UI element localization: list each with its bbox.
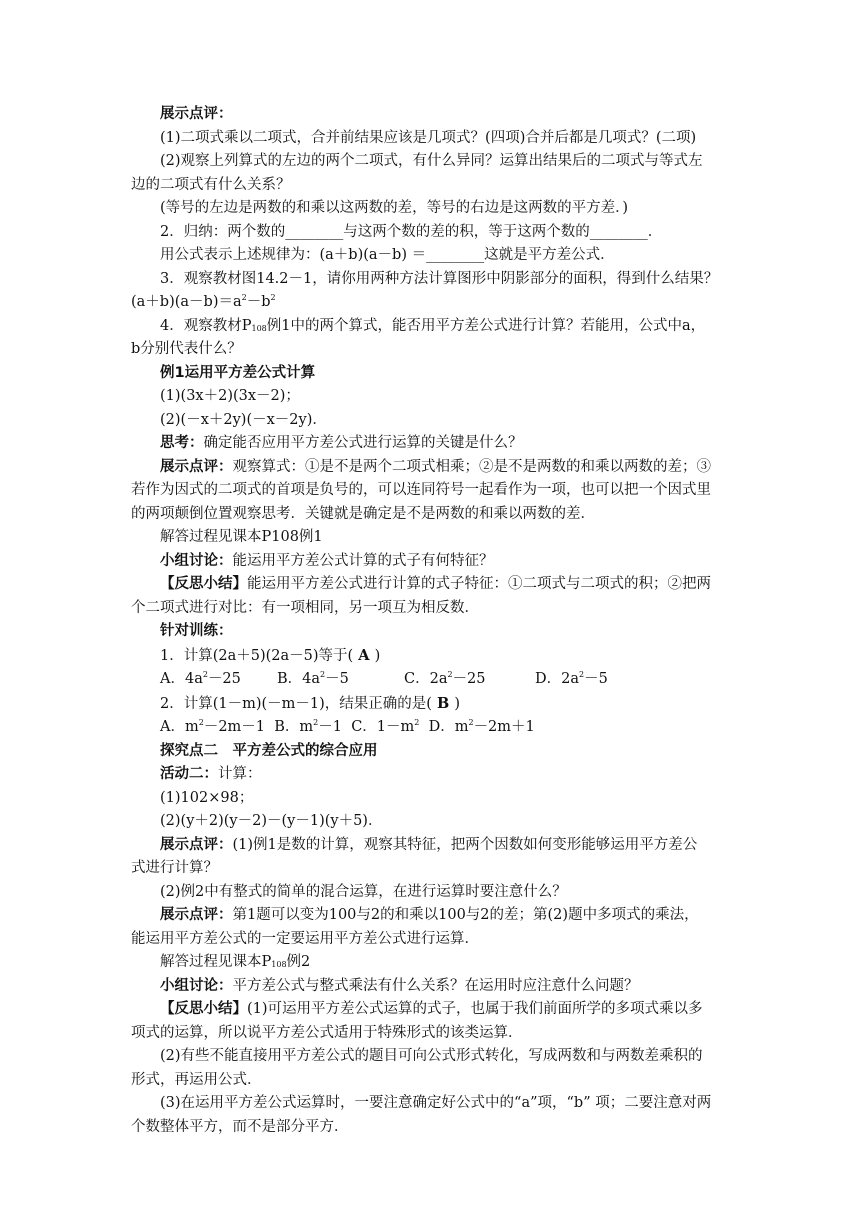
choice-text: －5 xyxy=(584,671,608,687)
paragraph: (1)二项式乘以二项式，合并前结果应该是几项式？(四项)合并后都是几项式？(二项) xyxy=(160,129,697,146)
section-heading: 针对训练： xyxy=(160,623,233,639)
paragraph: (1)102×98； xyxy=(160,789,254,806)
paragraph: 用公式表示上述规律为：(a＋b)(a－b) ＝________这就是平方差公式． xyxy=(160,247,615,263)
superscript: 2 xyxy=(313,718,319,727)
superscript: 2 xyxy=(270,293,276,302)
label: 思考： xyxy=(160,435,204,451)
paragraph xyxy=(131,951,751,975)
paragraph: (2)(－x＋2y)(－x－2y)． xyxy=(160,411,327,428)
text-run: 4．观察教材P xyxy=(160,317,252,334)
text-run: (1)可运用平方差公式运算的式子，也属于我们前面所学的多项式乘以多 xyxy=(247,1001,703,1017)
choice-text: A．m xyxy=(160,719,199,735)
paragraph: 形式，再运用公式． xyxy=(131,1071,262,1088)
section-heading: 展示点评： xyxy=(160,106,233,122)
question-text: 2．计算(1－m)(－m－1)，结果正确的是( xyxy=(160,695,432,712)
paragraph xyxy=(131,456,751,480)
label: 展示点评： xyxy=(160,458,233,475)
choice-a xyxy=(160,668,277,692)
paragraph: 式进行计算？ xyxy=(131,860,218,876)
superscript: 2 xyxy=(579,670,585,679)
choice-text: －2m－1 xyxy=(203,719,266,735)
choice-text: D．m xyxy=(428,719,469,735)
paragraph: 2．归纳：两个数的________与这两个数的差的积，等于这两个数的________． xyxy=(160,223,663,240)
text-run: 确定能否应用平方差公式进行运算的关键是什么？ xyxy=(203,435,523,451)
superscript: 2 xyxy=(198,718,204,727)
text-run: 例2 xyxy=(286,954,311,970)
text-run: 解答过程见课本P xyxy=(160,954,272,970)
paragraph xyxy=(131,550,751,574)
paragraph: 边的二项式有什么关系？ xyxy=(131,176,291,193)
formula-text: －b xyxy=(246,294,271,310)
choice-c xyxy=(351,719,419,735)
label: 小组讨论： xyxy=(160,977,233,994)
question-text: ) xyxy=(454,695,460,712)
paragraph: (3)在运用平方差公式运算时，一要注意确定好公式中的“a”项，“b” 项；二要注意对两 xyxy=(160,1095,712,1111)
paragraph xyxy=(131,834,751,858)
choices xyxy=(131,668,751,692)
question xyxy=(131,644,751,669)
paragraph xyxy=(131,432,751,456)
paragraph: (2)有些不能直接用平方差公式的题目可向公式形式转化，写成两数和与两数差乘积的 xyxy=(160,1048,703,1064)
section-heading: 探究点二 平方差公式的综合应用 xyxy=(160,742,378,759)
answer: A xyxy=(353,646,375,664)
paragraph xyxy=(131,975,751,999)
choice-text: C．1－m xyxy=(351,719,415,735)
text-run: 观察算式：①是不是两个二项式相乘；②是不是两数的和乘以两数的差；③ xyxy=(232,458,711,475)
superscript: 2 xyxy=(241,293,247,302)
label: 【反思小结】 xyxy=(160,1001,247,1017)
paragraph: (2)观察上列算式的左边的两个二项式，有什么异同？运算出结果后的二项式与等式左 xyxy=(160,153,703,169)
choice-text: B．4a xyxy=(277,671,321,687)
document-body xyxy=(131,103,751,1139)
choices xyxy=(131,716,751,740)
superscript: 2 xyxy=(320,670,326,679)
choice-b xyxy=(274,719,342,735)
paragraph: 能运用平方差公式的一定要运用平方差公式进行运算． xyxy=(131,930,479,947)
choice-text: －5 xyxy=(325,671,349,687)
text-run: 计算： xyxy=(218,766,262,782)
text-run: 能运用平方差公式进行计算的式子特征：①二项式与二项式的积；②把两 xyxy=(247,576,711,592)
choice-d xyxy=(429,719,535,735)
choice-b xyxy=(277,668,404,692)
question-text: 1．计算(2a＋5)(2a－5)等于( xyxy=(160,647,354,664)
paragraph: (1)(3x＋2)(3x－2)； xyxy=(160,388,300,404)
subscript: 108 xyxy=(251,323,267,333)
paragraph xyxy=(131,998,751,1022)
formula-line xyxy=(131,291,751,315)
subscript: 108 xyxy=(271,960,287,969)
superscript: 2 xyxy=(468,718,474,727)
choice-text: －25 xyxy=(452,671,486,687)
paragraph: 个数整体平方，而不是部分平方． xyxy=(131,1118,349,1135)
superscript: 2 xyxy=(414,718,420,727)
choice-text: B．m xyxy=(274,719,314,735)
text-run: 平方差公式与整式乘法有什么关系？在运用时应注意什么问题？ xyxy=(232,977,639,994)
paragraph xyxy=(131,315,751,339)
paragraph: (2)例2中有整式的简单的混合运算，在进行运算时要注意什么？ xyxy=(160,883,567,900)
paragraph xyxy=(131,904,751,928)
label: 小组讨论： xyxy=(160,552,233,569)
label: 活动二： xyxy=(160,766,218,782)
label: 【反思小结】 xyxy=(160,576,247,592)
example-heading: 例1运用平方差公式计算 xyxy=(160,364,316,381)
paragraph xyxy=(131,763,751,787)
label: 展示点评： xyxy=(160,907,233,923)
paragraph xyxy=(131,573,751,597)
question-text: ) xyxy=(374,647,381,664)
text-run: 能运用平方差公式计算的式子有何特征？ xyxy=(232,552,494,569)
superscript: 2 xyxy=(447,670,453,679)
choice-text: －25 xyxy=(207,671,241,687)
paragraph: 个二项式进行对比：有一项相同，另一项互为相反数． xyxy=(131,599,479,616)
choice-text: D．2a xyxy=(535,671,579,687)
label: 展示点评： xyxy=(160,836,233,853)
choice-d xyxy=(535,668,608,692)
text-run: (1)例1是数的计算，观察其特征，把两个因数如何变形能够运用平方差公 xyxy=(232,836,698,853)
text-run: 例1中的两个算式，能否用平方差公式进行计算？若能用，公式中a， xyxy=(266,317,706,334)
superscript: 2 xyxy=(202,670,208,679)
paragraph: 若作为因式的二项式的首项是负号的，可以连同符号一起看作为一项，也可以把一个因式里 xyxy=(131,482,711,498)
text-run: 第1题可以变为100与2的和乘以100与2的差；第(2)题中多项式的乘法， xyxy=(232,907,699,923)
formula-text: (a＋b)(a－b)＝a xyxy=(131,294,242,310)
paragraph: b分别代表什么？ xyxy=(131,341,242,357)
paragraph: 的两项颠倒位置观察思考．关键就是确定是不是两数的和乘以两数的差． xyxy=(131,505,595,522)
paragraph: (等号的左边是两数的和乘以这两数的差，等号的右边是这两数的平方差．) xyxy=(160,200,629,216)
question xyxy=(131,692,751,717)
choice-c xyxy=(404,668,535,692)
paragraph: 项式的运算，所以说平方差公式适用于特殊形式的该类运算． xyxy=(131,1024,523,1041)
paragraph: (2)(y＋2)(y－2)－(y－1)(y＋5)． xyxy=(160,813,383,829)
choice-text: C．2a xyxy=(404,671,448,687)
paragraph: 解答过程见课本P108例1 xyxy=(160,529,323,545)
paragraph: 3．观察教材图14.2－1，请你用两种方法计算图形中阴影部分的面积，得到什么结果？ xyxy=(160,270,719,287)
choice-text: A．4a xyxy=(160,671,203,687)
choice-a xyxy=(160,719,265,735)
choice-text: －2m＋1 xyxy=(473,719,535,735)
answer: B xyxy=(431,694,455,712)
choice-text: －1 xyxy=(318,719,342,735)
